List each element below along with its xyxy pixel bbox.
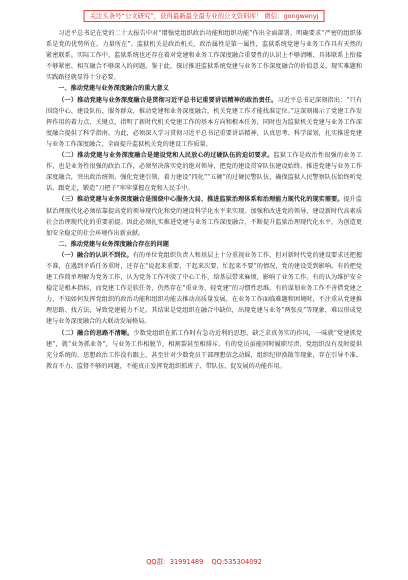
document-body [46, 28, 362, 548]
section-heading: 二、推动党建与业务深度融合存在的问题 [58, 240, 169, 248]
paragraph-text: 提升监狱治理现代化必须依靠提高党的领导现代化和党的建设科学化水平来实现。加强和改进党的领导，建设新时代高素质社会治理现代化的重要前提。因此必须扎实推进党建与业务工作深度融合，不断提升监狱治理现代化水平，为创造更加安全稳定的社会环境作出新贡献。 [46, 196, 362, 237]
body-paragraph [46, 328, 362, 372]
footer-contact [0, 556, 408, 566]
paragraph-text: 少数党组织在抓工作时有急功近利的思想，缺乏求真务实的作风，一味就“党建抓党建”，就“业务抓业务”，与业务工作相脱节，相割裂甚至相排斥。有的党员虽能同时履职尽责，党组织没有及时提供充分系统的、思想政治工作没有跟上，甚至针对少数党员干部理想信念动摇，组织纪律涣散等现象，存在引导不准、教育不力、监督不够的问题，不能真正发挥党组织抓班子、带队伍、促发展的功能作用。 [46, 329, 362, 370]
section-heading: 一、推动党建与业务深度融合的重大意义 [58, 85, 169, 93]
paragraph-lead: （三）推动党建与业务深度融合是围绕中心服务大局、推进监狱治理体系和治理能力现代化的现实需要。 [58, 196, 344, 204]
header-banner: 关注头条号“公文研究”，获得最新最全最专业的公文资料库！ 微信：gongwenyj [84, 10, 325, 22]
paragraph-lead: （二）推动党建与业务深度融合是建设党和人民放心的过硬队伍的迫切要求。 [58, 152, 274, 160]
paragraph-text: 有的单位党组织负责人和基层上十分重视业务工作，但对新时代党的建设要求还把握不准，在遇到矛盾任务重时，还存在“说起来重要、干起来次要、忙起来不要”的情况，党的建设受到影响。有的把党建工作简单理解为党务工作，认为党务工作冲淡了中心工作，给基层带来麻烦，影响了业务工作。有的认为维护安全稳定是根本指标，而党建工作是软任务，仍然存在“重业务、轻党建”的习惯性思维。有的谋划业务工作不善借党建之力，不知如何发挥党组织的政治功能和组织功能去推动高质量发展，在业务工作面临难题和困境时，不注重从党建推理思路、找方法，导致党建能力不足。其结果是党组织在融合中缺位，出现党建与业务“两张皮”等现象，难以形成党建与业务深度融合的大联动发展格局。 [46, 251, 362, 326]
body-paragraph [46, 150, 362, 194]
body-paragraph [46, 250, 362, 328]
qq-number-text: QQ:535304092 [211, 558, 262, 566]
paragraph-lead: （一）推动党建与业务深度融合是贯彻习近平总书记重要讲话精神的政治责任。 [58, 96, 278, 104]
paragraph-lead: （一）融合的认识不到位。 [58, 251, 133, 259]
paragraph-text: 习近平总书记在党的二十大报告中对“增强党组织政治功能和组织功能”作出全面部署，明确要求“严密的组织体系是党的优势所在、力量所在”。监狱机关是政治机关，政治属性是第一属性，监狱系统党建与业务工作具有天然的紧密联系。实际工作中，监狱系统也还存在着对党建和业务工作深度融合重要性的认识上不够清晰、具体联系上衔接不够紧密、相互融合不够深入的问题。鉴于此，探讨推进监狱系统党建与业务工作深度融合的价值意义、现实难题和实践路径就显得十分必要。 [46, 30, 362, 82]
body-paragraph [46, 28, 362, 83]
paragraph-text: 监狱工作是政治性很强的业务工作，也是业务性很强的政治工作，必须坚决落实党的绝对领导，把党的建设贯穿队伍建设始终。推进党建与业务工作深度融合，突出政治统领、强化党建引领，着力建设“四化”“五硬”的过硬民警队伍，确保监狱人民警察队伍始终听党话、跟党走，锻造“刀把子”牢牢掌握在党和人民手中。 [46, 152, 362, 193]
body-paragraph [46, 194, 362, 238]
paragraph-lead: （二）融合的思路不清晰。 [58, 329, 134, 337]
body-paragraph [46, 95, 362, 150]
qq-group-text: QQ群：31991489 [146, 558, 204, 566]
paragraph-text: 习近平总书记深刻指出：“只有围绕中心、建设队伍、服务群众，推动党建和业务深度融合，机关党建工作才能找准定位。”这深刻揭示了党建工作发挥作用的着力点、关键点，指明了新时代机关党建工作的基本方向和根本任务，同时也为监狱机关党建与业务工作深度融合提供了科学指南。为此，必须深入学习贯彻习近平总书记重要讲话精神，认真思考、科学谋划，扎实推进党建与业务工作深度融合，全面提升监狱机关党的建设工作质量。 [46, 96, 362, 148]
